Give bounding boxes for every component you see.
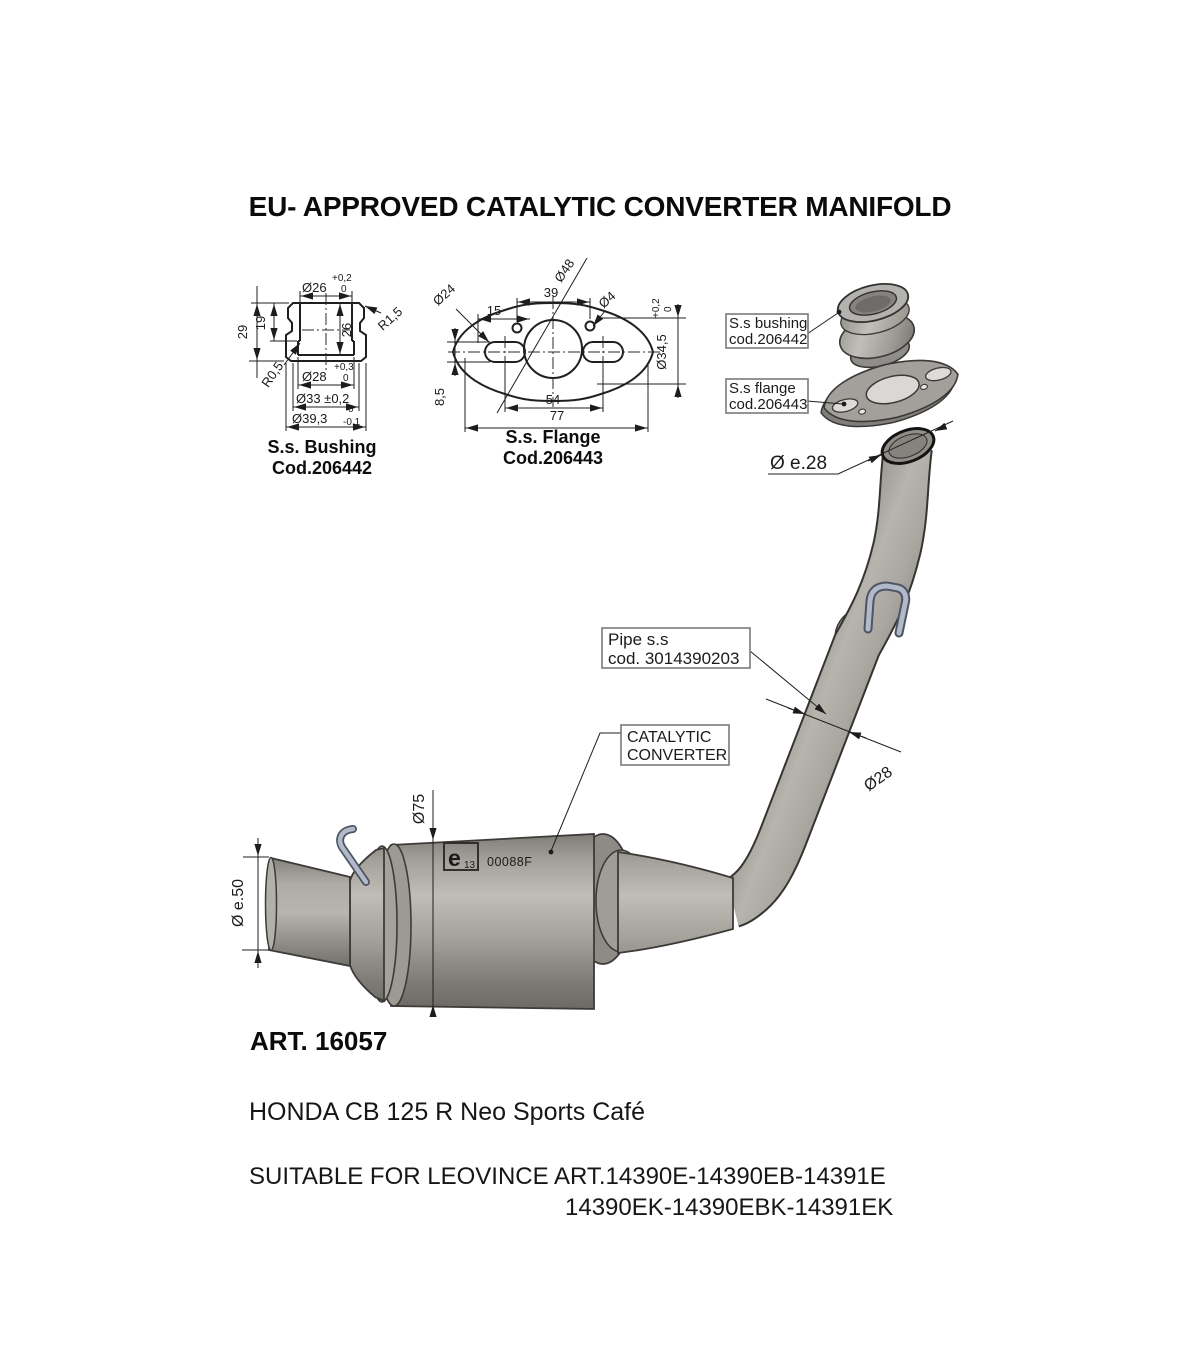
page-title: EU- APPROVED CATALYTIC CONVERTER MANIFOLD — [248, 191, 952, 222]
bushing-caption-code: Cod.206442 — [271, 458, 373, 478]
svg-text:0: 0 — [341, 284, 347, 295]
svg-text:0: 0 — [348, 404, 354, 415]
svg-text:54: 54 — [545, 392, 561, 407]
svg-text:+0,2: +0,2 — [651, 298, 662, 318]
svg-text:Ø34,5: Ø34,5 — [654, 334, 669, 370]
e-mark: e — [448, 845, 461, 871]
svg-text:Ø75: Ø75 — [411, 793, 428, 825]
dim-outlet-de50 — [230, 838, 269, 968]
svg-text:0: 0 — [663, 306, 674, 312]
svg-text:Pipe s.s: Pipe s.s — [608, 630, 669, 649]
svg-text:15: 15 — [486, 303, 502, 318]
svg-text:CATALYTIC: CATALYTIC — [627, 729, 712, 746]
dim-bushing-r05 — [258, 343, 300, 390]
flange-section-drawing — [430, 256, 686, 468]
svg-text:R1,5: R1,5 — [374, 303, 406, 334]
svg-text:Ø48: Ø48 — [551, 256, 578, 285]
svg-text:+0,2: +0,2 — [332, 273, 352, 284]
svg-text:cod. 3014390203: cod. 3014390203 — [608, 649, 740, 668]
bushing-caption-name: S.s. Bushing — [267, 437, 377, 457]
svg-text:Ø28: Ø28 — [302, 369, 327, 384]
flange-caption-code: Cod.206443 — [502, 448, 604, 468]
svg-text:29: 29 — [235, 324, 250, 340]
svg-text:Ø26: Ø26 — [302, 280, 327, 295]
bushing-section-drawing — [235, 273, 405, 478]
e-mark-number: 13 — [464, 860, 476, 871]
svg-text:cod.206442: cod.206442 — [729, 331, 808, 348]
svg-text:Ø4: Ø4 — [595, 288, 619, 312]
dim-flange-d4 — [593, 288, 618, 326]
bushing-label-box — [726, 310, 841, 348]
flange-caption-name: S.s. Flange — [505, 427, 601, 447]
pipe-label-box — [602, 628, 826, 714]
svg-text:-0,1: -0,1 — [343, 417, 361, 428]
dim-bushing-r15 — [365, 304, 405, 334]
dim-flange-d24 — [430, 281, 489, 342]
compatibility-line-1: SUITABLE FOR LEOVINCE ART.14390E-14390EB-14391E — [249, 1163, 886, 1190]
svg-text:CONVERTER: CONVERTER — [627, 747, 728, 764]
vehicle-model: HONDA CB 125 R Neo Sports Café — [249, 1098, 645, 1126]
svg-text:+0,3: +0,3 — [334, 362, 354, 373]
article-number: ART. 16057 — [250, 1026, 388, 1056]
compatibility-line-2: 14390EK-14390EBK-14391EK — [565, 1194, 894, 1221]
svg-text:Ø e.50: Ø e.50 — [230, 878, 247, 928]
svg-text:Ø24: Ø24 — [429, 280, 459, 309]
svg-text:Ø28: Ø28 — [861, 763, 896, 795]
svg-text:0: 0 — [343, 373, 349, 384]
dim-flange-15 — [478, 303, 530, 343]
svg-text:S.s flange: S.s flange — [729, 380, 796, 397]
approval-code: 00088F — [487, 855, 533, 869]
svg-text:26: 26 — [339, 322, 354, 338]
svg-text:8,5: 8,5 — [432, 387, 447, 407]
svg-text:S.s bushing: S.s bushing — [729, 315, 808, 332]
svg-text:19: 19 — [253, 315, 268, 331]
svg-text:39: 39 — [543, 285, 559, 300]
svg-text:Ø39,3: Ø39,3 — [292, 411, 328, 426]
svg-text:Ø33 ±0,2: Ø33 ±0,2 — [296, 391, 350, 406]
svg-text:Ø e.28: Ø e.28 — [770, 453, 828, 474]
svg-text:cod.206443: cod.206443 — [729, 396, 808, 413]
svg-text:R0,5: R0,5 — [258, 358, 287, 390]
svg-text:77: 77 — [549, 408, 565, 423]
bushing-3d-render — [834, 277, 919, 373]
